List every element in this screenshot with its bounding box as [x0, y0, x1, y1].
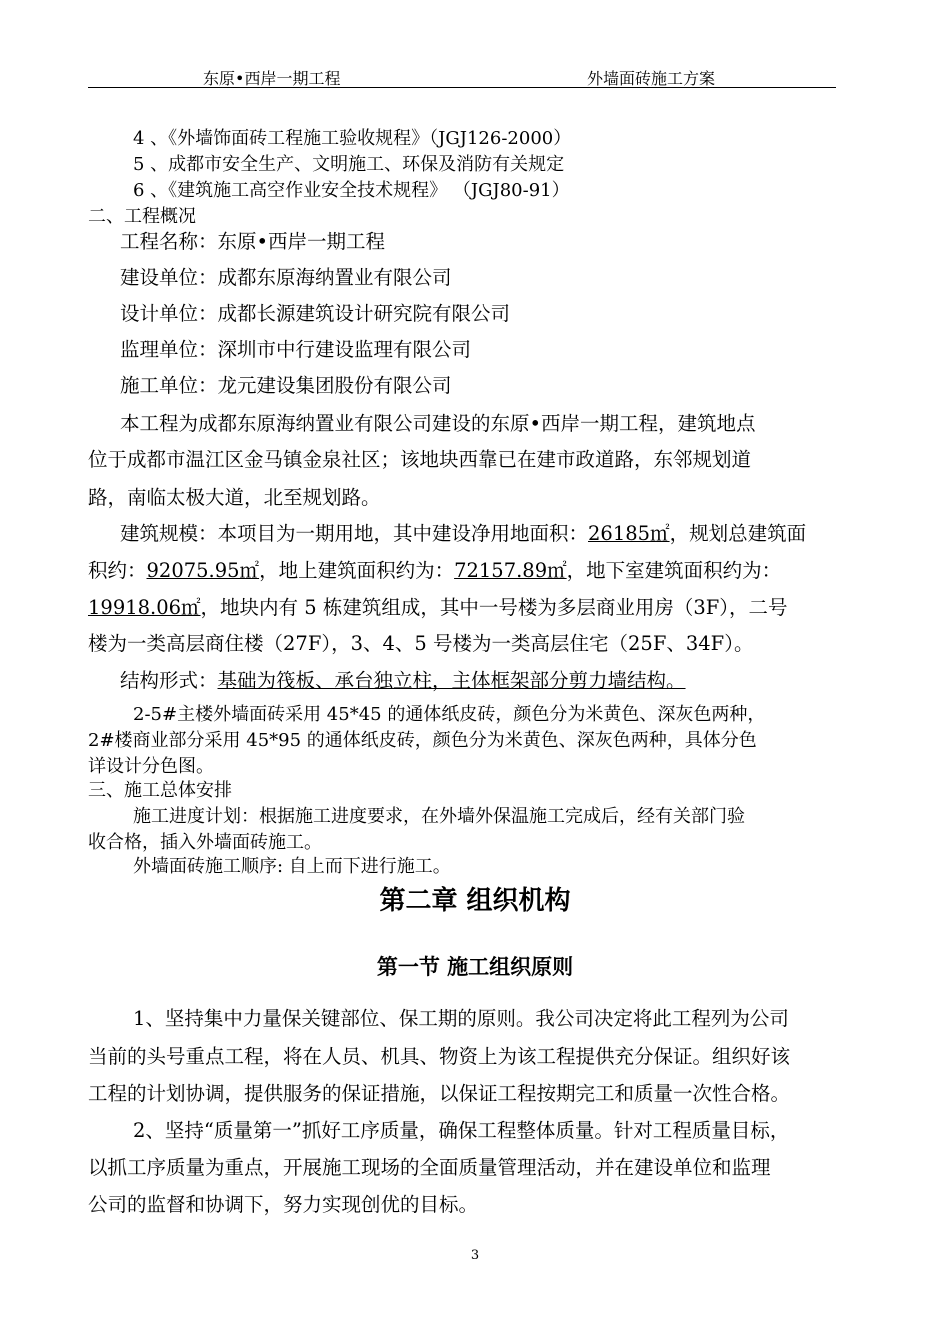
principle-line: 2、坚持“质量第一”抓好工序质量，确保工程整体质量。针对工程质量目标，: [133, 1119, 790, 1142]
scale-text: 建筑规模：本项目为一期用地，其中建设净用地面积：: [120, 522, 589, 545]
principle-line: 以抓工序质量为重点，开展施工现场的全面质量管理活动，并在建设单位和监理: [88, 1156, 771, 1179]
schedule-line: 施工进度计划：根据施工进度要求，在外墙外保温施工完成后，经有关部门验: [133, 806, 745, 827]
scale-paragraph-line: 楼为一类高层商住楼（27F），3、4、5 号楼为一类高层住宅（25F、34F）。: [88, 632, 754, 655]
structure-line: [120, 665, 686, 693]
scale-text: ，地上建筑面积约为：: [259, 559, 455, 582]
scale-text: 积约：: [88, 559, 147, 582]
basement-area: 19918.06㎡: [88, 596, 201, 619]
principle-line: 1、坚持集中力量保关键部位、保工期的原则。我公司决定将此工程列为公司: [133, 1007, 789, 1030]
header-document-title: 外墙面砖施工方案: [587, 69, 716, 88]
header-project-name: 东原•西岸一期工程: [203, 69, 341, 88]
reference-item: 6 、《建筑施工高空作业安全技术规程》 （JGJ80-91）: [133, 180, 570, 201]
tile-paragraph-line: 2-5#主楼外墙面砖采用 45*45 的通体纸皮砖，颜色分为米黄色、深灰色两种，: [133, 704, 766, 725]
section-title: 第一节 施工组织原则: [376, 955, 574, 979]
section-heading: 三、施工总体安排: [88, 780, 232, 801]
reference-item: 5 、成都市安全生产、文明施工、环保及消防有关规定: [133, 154, 565, 175]
scale-text: ，地下室建筑面积约为：: [566, 559, 782, 582]
tile-paragraph-line: 2#楼商业部分采用 45*95 的通体纸皮砖，颜色分为米黄色、深灰色两种，具体分色: [88, 730, 757, 751]
contractor-line: 施工单位：龙元建设集团股份有限公司: [120, 374, 452, 397]
scale-paragraph-line: [88, 592, 788, 620]
chapter-title: 第二章 组织机构: [379, 886, 571, 916]
structure-value: 基础为筏板、承台独立柱，主体框架部分剪力墙结构。: [217, 669, 686, 692]
section-heading: 二、工程概况: [88, 206, 196, 227]
principle-line: 公司的监督和协调下，努力实现创优的目标。: [88, 1193, 479, 1216]
designer-line: 设计单位：成都长源建筑设计研究院有限公司: [120, 302, 511, 325]
principle-line: 当前的头号重点工程，将在人员、机具、物资上为该工程提供充分保证。组织好该: [88, 1045, 791, 1068]
total-floor-area: 92075.95㎡: [146, 559, 260, 582]
above-ground-area: 72157.89㎡: [454, 559, 567, 582]
tile-paragraph-line: 详设计分色图。: [88, 756, 214, 777]
intro-paragraph-line: 路，南临太极大道，北至规划路。: [88, 486, 381, 509]
intro-paragraph-line: 位于成都市温江区金马镇金泉社区；该地块西靠已在建市政道路，东邻规划道: [88, 448, 752, 471]
owner-line: 建设单位：成都东原海纳置业有限公司: [120, 266, 452, 289]
supervisor-line: 监理单位：深圳市中行建设监理有限公司: [120, 338, 472, 361]
scale-paragraph-line: [88, 555, 781, 583]
scale-paragraph-line: [120, 518, 806, 546]
page-number: 3: [470, 1248, 480, 1263]
structure-label: 结构形式：: [120, 669, 218, 692]
scale-text: ，规划总建筑面: [669, 522, 807, 545]
header-rule: [88, 87, 836, 88]
reference-item: 4 、《外墙饰面砖工程施工验收规程》（JGJ126-2000）: [133, 128, 572, 149]
schedule-line: 收合格，插入外墙面砖施工。: [88, 832, 322, 853]
net-land-area: 26185㎡: [588, 522, 670, 545]
principle-line: 工程的计划协调，提供服务的保证措施，以保证工程按期完工和质量一次性合格。: [88, 1082, 791, 1105]
scale-text: ，地块内有 5 栋建筑组成，其中一号楼为多层商业用房（3F），二号: [200, 596, 788, 619]
sequence-line: 外墙面砖施工顺序: 自上而下进行施工。: [133, 856, 451, 877]
project-name-line: 工程名称：东原•西岸一期工程: [120, 230, 386, 253]
intro-paragraph-line: 本工程为成都东原海纳置业有限公司建设的东原•西岸一期工程，建筑地点: [120, 412, 756, 435]
